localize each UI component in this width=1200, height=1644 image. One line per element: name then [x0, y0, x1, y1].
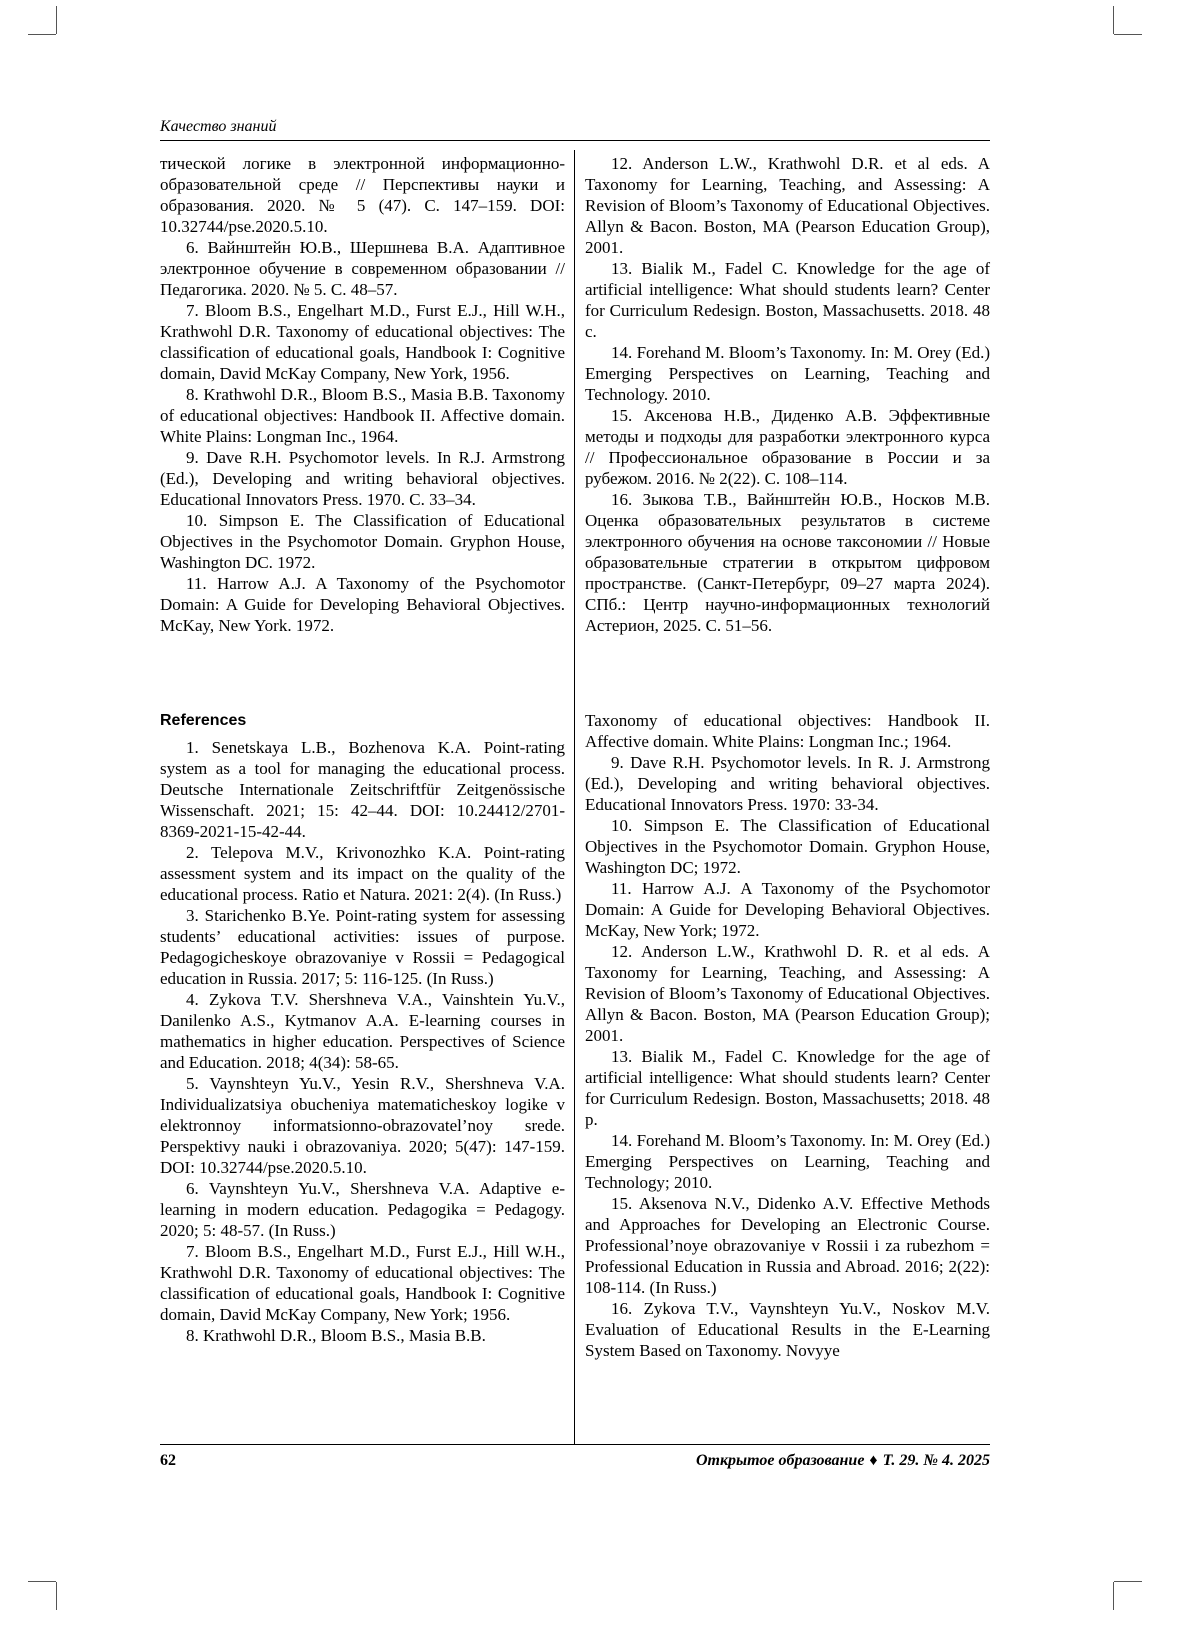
references-section: [160, 710, 990, 1361]
reference-item: 13. Bialik M., Fadel C. Knowledge for the age of artificial intelligence: What should students learn? Center for Curriculum Redesign. Boston, Massachusetts. 2018. 48 с.: [585, 259, 990, 341]
reference-item: 10. Simpson E. The Classification of Educational Objectives in the Psychomotor Domain. Gryphon House, Washington DC; 1972.: [585, 816, 990, 877]
reference-item: 1. Senetskaya L.B., Bozhenova K.A. Point-rating system as a tool for managing the educational process. Deutsche Internationale Zeitschriftfür Zeitgenössische Wissenschaft. 2021; 15: 42–44. DOI: 10.24412/2701-8369-2021-15-42-44.: [160, 738, 565, 841]
page-footer: [160, 1452, 990, 1470]
literature-left-column: [160, 153, 565, 636]
footer-rule: [160, 1444, 990, 1445]
literature-right-column: [585, 153, 990, 636]
crop-mark: [28, 1581, 56, 1582]
crop-mark: [1114, 1581, 1142, 1582]
reference-item: 7. Bloom B.S., Engelhart M.D., Furst E.J., Hill W.H., Krathwohl D.R. Taxonomy of educational objectives: The classification of educational goals, Handbook I: Cognitive domain, David McKay Company, New York; 1956.: [160, 1242, 565, 1324]
reference-item: 6. Vaynshteyn Yu.V., Shershneva V.A. Adaptive e-learning in modern education. Pedagogika = Pedagogy. 2020; 5: 48-57. (In Russ.): [160, 1179, 565, 1240]
header-rule: [160, 140, 990, 141]
reference-item: 7. Bloom B.S., Engelhart M.D., Furst E.J., Hill W.H., Krathwohl D.R. Taxonomy of educational objectives: The classification of educational goals, Handbook I: Cognitive domain, David McKay Company, New York, 1956.: [160, 301, 565, 383]
reference-item: 5. Vaynshteyn Yu.V., Yesin R.V., Shershneva V.A. Individualizatsiya obucheniya matematicheskoy logike v elektronnoy informatsionno-obrazovatel’noy srede. Perspektivy nauki i obrazovaniya. 2020; 5(47): 147-159. DOI: 10.32744/pse.2020.5.10.: [160, 1074, 565, 1177]
reference-item: 12. Anderson L.W., Krathwohl D. R. et al eds. A Taxonomy for Learning, Teaching, and Assessing: A Revision of Bloom’s Taxonomy of Educational Objectives. Allyn & Bacon. Boston, MA (Pearson Education Group); 2001.: [585, 942, 990, 1045]
crop-mark: [28, 34, 56, 35]
reference-item: Taxonomy of educational objectives: Handbook II. Affective domain. White Plains: Longman Inc.; 1964.: [585, 711, 990, 751]
reference-item: 3. Starichenko B.Ye. Point-rating system for assessing students’ educational activities: issues of purpose. Pedagogicheskoye obrazovaniye v Rossii = Pedagogical education in Russia. 2017; 5: 116-125. (In Russ.): [160, 906, 565, 988]
references-left-column: [160, 710, 565, 1361]
reference-item: тической логике в электронной информационно-образовательной среде // Перспективы науки и образования. 2020. № 5 (47). С. 147–159. DOI: 10.32744/pse.2020.5.10.: [160, 154, 565, 236]
reference-item: 2. Telepova M.V., Krivonozhko K.A. Point-rating assessment system and its impact on the quality of the educational process. Ratio et Natura. 2021: 2(4). (In Russ.): [160, 843, 565, 904]
reference-item: 15. Aksenova N.V., Didenko A.V. Effective Methods and Approaches for Developing an Electronic Course. Professional’noye obrazovaniye v Rossii i za rubezhom = Professional Education in Russia and Abroad. 2016; 2(22): 108-114. (In Russ.): [585, 1194, 990, 1297]
reference-item: 13. Bialik M., Fadel C. Knowledge for the age of artificial intelligence: What should students learn? Center for Curriculum Redesign. Boston, Massachusetts; 2018. 48 p.: [585, 1047, 990, 1129]
crop-mark: [1113, 6, 1114, 34]
reference-item: 6. Вайнштейн Ю.В., Шершнева В.А. Адаптивное электронное обучение в современном образовании // Педагогика. 2020. № 5. С. 48–57.: [160, 238, 565, 299]
literature-continued-section: [160, 153, 990, 636]
reference-item: 10. Simpson E. The Classification of Educational Objectives in the Psychomotor Domain. Gryphon House, Washington DC. 1972.: [160, 511, 565, 572]
journal-issue: Т. 29. № 4. 2025: [882, 1452, 990, 1469]
reference-item: 15. Аксенова Н.В., Диденко А.В. Эффективные методы и подходы для разработки электронного курса // Профессиональное образование в России и за рубежом. 2016. № 2(22). С. 108–114.: [585, 406, 990, 488]
reference-item: 16. Zykova T.V., Vaynshteyn Yu.V., Noskov M.V. Evaluation of Educational Results in the E-Learning System Based on Taxonomy. Novyye: [585, 1299, 990, 1360]
crop-mark: [56, 6, 57, 34]
reference-item: 12. Anderson L.W., Krathwohl D.R. et al eds. A Taxonomy for Learning, Teaching, and Assessing: A Revision of Bloom’s Taxonomy of Educational Objectives. Allyn & Bacon. Boston, MA (Pearson Education Group), 2001.: [585, 154, 990, 257]
reference-item: 9. Dave R.H. Psychomotor levels. In R.J. Armstrong (Ed.), Developing and writing behavioral objectives. Educational Innovators Press. 1970. С. 33–34.: [160, 448, 565, 509]
reference-item: 4. Zykova T.V. Shershneva V.A., Vainshtein Yu.V., Danilenko A.S., Kytmanov A.A. E-learning courses in mathematics in higher education. Perspectives of Science and Education. 2018; 4(34): 58-65.: [160, 990, 565, 1072]
reference-item: 14. Forehand M. Bloom’s Taxonomy. In: M. Orey (Ed.) Emerging Perspectives on Learning, Teaching and Technology. 2010.: [585, 343, 990, 404]
reference-item: 16. Зыкова Т.В., Вайнштейн Ю.В., Носков М.В. Оценка образовательных результатов в системе электронного обучения на основе таксономии // Новые образовательные стратегии в открытом цифровом пространстве. (Санкт-Петербург, 09–27 марта 2024). СПб.: Центр научно-информационных технологий Астерион, 2025. С. 51–56.: [585, 490, 990, 635]
reference-item: 8. Krathwohl D.R., Bloom B.S., Masia B.B.: [186, 1326, 486, 1345]
crop-mark: [1114, 34, 1142, 35]
reference-item: 8. Krathwohl D.R., Bloom B.S., Masia B.B. Taxonomy of educational objectives: Handbook II. Affective domain. White Plains: Longman Inc., 1964.: [160, 385, 565, 446]
reference-item: 11. Harrow A.J. A Taxonomy of the Psychomotor Domain: A Guide for Developing Behavioral Objectives. McKay, New York. 1972.: [160, 574, 565, 635]
reference-item: 14. Forehand M. Bloom’s Taxonomy. In: M. Orey (Ed.) Emerging Perspectives on Learning, Teaching and Technology; 2010.: [585, 1131, 990, 1192]
page-number: 62: [160, 1452, 176, 1469]
references-heading: References: [160, 712, 247, 729]
reference-item: 11. Harrow A.J. A Taxonomy of the Psychomotor Domain: A Guide for Developing Behavioral Objectives. McKay, New York; 1972.: [585, 879, 990, 940]
references-right-column: [585, 710, 990, 1361]
reference-item: 9. Dave R.H. Psychomotor levels. In R. J. Armstrong (Ed.), Developing and writing behavioral objectives. Educational Innovators Press. 1970: 33-34.: [585, 753, 990, 814]
crop-mark: [56, 1582, 57, 1610]
crop-mark: [1113, 1582, 1114, 1610]
journal-footer-line: [696, 1452, 990, 1470]
running-head: Качество знаний: [160, 118, 277, 135]
journal-name: Открытое образование: [695, 1452, 865, 1469]
diamond-separator-icon: ♦: [869, 1452, 878, 1469]
